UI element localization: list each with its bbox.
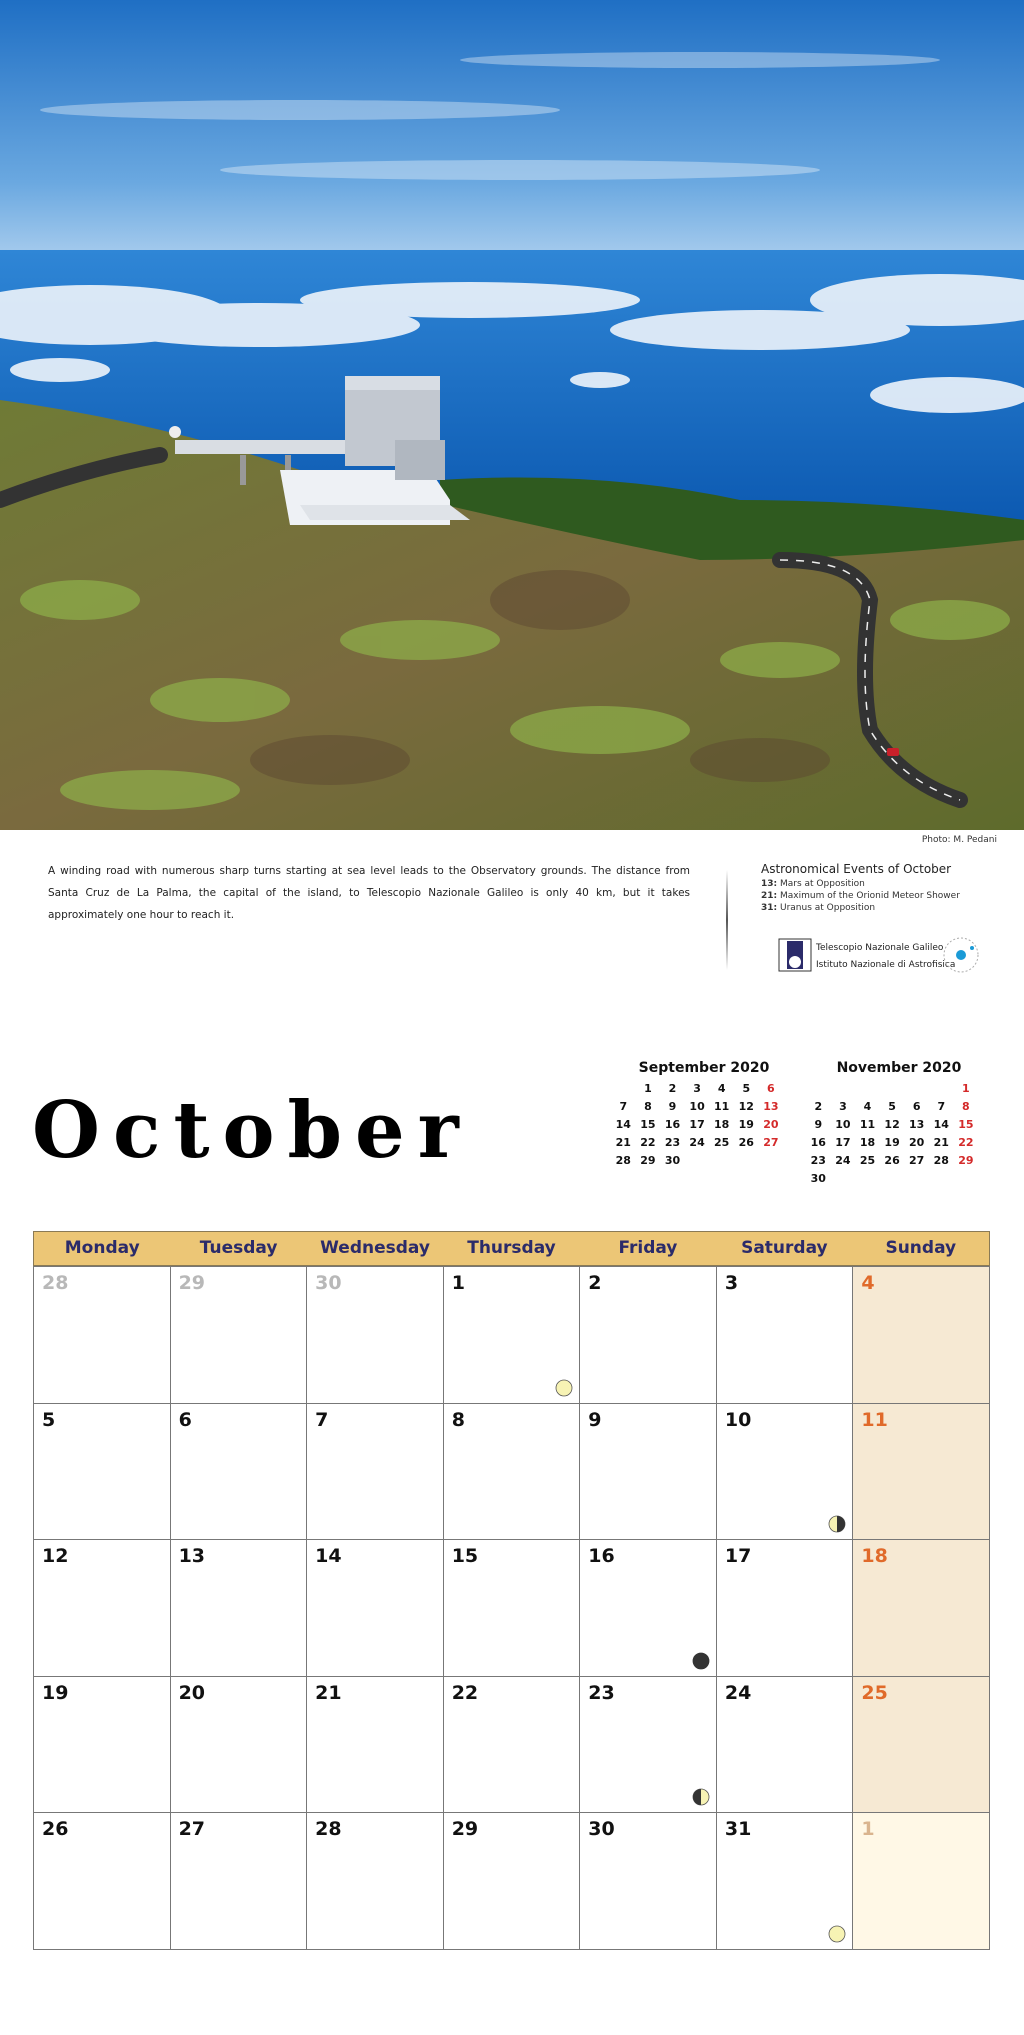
mini-day: 4 [717, 1082, 726, 1095]
mini-day: 7 [619, 1100, 628, 1113]
weekday-label: Saturday [741, 1238, 828, 1258]
day-cell [444, 1540, 581, 1677]
mini-day: 17 [689, 1118, 705, 1131]
day-cell [853, 1813, 990, 1950]
photo-caption: A winding road with numerous sharp turns starting at sea level leads to the Observatory grounds. The distance from Santa Cruz de La Palma, the capital of the island, to Telescopio Nazionale Galileo is only 40 km, but it takes approximately one hour to reach it. [48, 865, 690, 921]
day-number: 23 [588, 1681, 615, 1704]
month-title: October [32, 1085, 472, 1176]
weekday-label: Wednesday [320, 1238, 430, 1258]
day-cell [580, 1540, 717, 1677]
event-item: 13: Mars at Opposition [761, 879, 865, 889]
mini-day: 30 [664, 1154, 681, 1167]
mini-day: 5 [742, 1082, 751, 1095]
mini-day: 27 [763, 1136, 779, 1149]
mini-day: 14 [933, 1118, 949, 1131]
day-number: 31 [724, 1818, 752, 1841]
weekday-label: Thursday [467, 1238, 556, 1258]
day-cell [717, 1540, 854, 1677]
mini-day: 18 [859, 1136, 876, 1149]
mini-day: 15 [640, 1118, 656, 1131]
mini-day [831, 1170, 856, 1187]
day-number: 7 [315, 1408, 329, 1431]
day-number: 9 [588, 1408, 602, 1431]
day-cell [580, 1267, 717, 1404]
weekday-label: Tuesday [199, 1238, 278, 1258]
astronomical-events [761, 862, 1011, 914]
mini-day: 27 [909, 1154, 925, 1167]
day-number: 25 [861, 1681, 888, 1704]
mini-day: 14 [615, 1118, 631, 1131]
mini-day [880, 1080, 905, 1097]
day-number: 15 [451, 1545, 479, 1568]
mini-day [759, 1152, 784, 1169]
day-cell [307, 1540, 444, 1677]
mini-day: 9 [814, 1118, 823, 1131]
vertical-divider [726, 870, 728, 970]
mini-day: 7 [937, 1100, 946, 1113]
mini-day: 19 [884, 1136, 900, 1149]
mini-day: 22 [640, 1136, 656, 1149]
day-number: 29 [178, 1272, 206, 1294]
moon-full-icon [555, 1379, 573, 1397]
mini-day: 28 [615, 1154, 631, 1167]
mini-day: 4 [863, 1100, 872, 1113]
mini-calendar-next [806, 1060, 992, 1187]
day-number: 6 [178, 1408, 192, 1431]
mini-day [685, 1152, 710, 1169]
mini-day [611, 1080, 636, 1097]
mini-day [855, 1170, 880, 1187]
mini-calendar-title: September 2020 [638, 1060, 770, 1076]
day-cell [307, 1813, 444, 1950]
mini-day: 1 [644, 1082, 652, 1095]
day-number: 1 [451, 1272, 465, 1294]
photo-credit: Photo: M. Pedani [921, 835, 997, 845]
day-cell [853, 1677, 990, 1814]
mini-calendar-grid [806, 1080, 992, 1187]
mini-day [831, 1080, 856, 1097]
mini-day [709, 1152, 734, 1169]
day-cell [717, 1813, 854, 1950]
day-cell [444, 1267, 581, 1404]
month-calendar [33, 1231, 990, 1950]
mini-day: 11 [714, 1100, 730, 1113]
day-number: 3 [724, 1272, 739, 1294]
mini-day [929, 1170, 954, 1187]
weekday-label: Friday [618, 1238, 678, 1258]
day-cell [307, 1404, 444, 1541]
observatory-photo [0, 0, 1024, 830]
mini-calendar-title: November 2020 [836, 1060, 962, 1076]
day-number: 1 [861, 1818, 875, 1841]
mini-day: 6 [912, 1100, 921, 1113]
day-cell [580, 1677, 717, 1814]
day-cell [34, 1267, 171, 1404]
day-number: 22 [451, 1681, 479, 1704]
day-cell [853, 1540, 990, 1677]
day-cell [580, 1404, 717, 1541]
mini-day: 1 [962, 1082, 970, 1095]
day-cell [580, 1813, 717, 1950]
day-cell [171, 1267, 308, 1404]
day-cell [444, 1404, 581, 1541]
day-cell [171, 1677, 308, 1814]
logo-text: Telescopio Nazionale Galileo Istituto Nazionale di Astrofisica [816, 943, 956, 970]
mini-day: 11 [859, 1118, 876, 1131]
mini-day: 21 [933, 1136, 949, 1149]
tng-logo-icon [778, 938, 812, 972]
mini-day: 29 [640, 1154, 656, 1167]
events-title: Astronomical Events of October [761, 862, 952, 876]
mini-day [734, 1152, 759, 1169]
mini-day: 24 [835, 1154, 851, 1167]
day-cell [853, 1404, 990, 1541]
mini-day: 17 [835, 1136, 851, 1149]
weekday-label: Sunday [885, 1238, 957, 1258]
mini-day: 23 [664, 1136, 681, 1149]
mini-day [929, 1080, 954, 1097]
day-cell [717, 1677, 854, 1814]
day-number: 10 [724, 1408, 752, 1431]
day-cell [307, 1267, 444, 1404]
mini-calendar-previous [611, 1060, 797, 1169]
mini-day [904, 1170, 929, 1187]
day-cell [717, 1404, 854, 1541]
mini-day: 29 [958, 1154, 974, 1167]
mini-calendar-grid [611, 1080, 797, 1169]
day-number: 27 [178, 1818, 206, 1841]
mini-day: 28 [933, 1154, 949, 1167]
mini-day [855, 1080, 880, 1097]
mini-day: 10 [835, 1118, 851, 1131]
logo-block [778, 936, 1008, 976]
weekday-label: Monday [64, 1238, 140, 1258]
mini-day: 20 [763, 1118, 779, 1131]
mini-day: 5 [888, 1100, 896, 1113]
mini-day: 25 [859, 1154, 876, 1167]
day-cell [717, 1267, 854, 1404]
mini-day: 26 [738, 1136, 754, 1149]
day-number: 28 [315, 1818, 342, 1841]
mini-day: 3 [839, 1100, 847, 1113]
moon-new-icon [692, 1652, 710, 1670]
moon-last-quarter-icon [828, 1515, 846, 1533]
day-number: 24 [724, 1681, 752, 1704]
day-cell [444, 1677, 581, 1814]
day-number: 30 [315, 1272, 342, 1294]
day-number: 28 [42, 1272, 69, 1294]
mini-day: 23 [810, 1154, 826, 1167]
mini-day: 12 [738, 1100, 754, 1113]
mini-day: 2 [814, 1100, 823, 1113]
day-number: 2 [588, 1272, 602, 1294]
mini-day: 16 [810, 1136, 826, 1149]
mini-day: 6 [767, 1082, 775, 1095]
day-cell [34, 1813, 171, 1950]
day-number: 20 [178, 1681, 206, 1704]
day-number: 21 [315, 1681, 342, 1704]
day-number: 29 [451, 1818, 479, 1841]
mini-day: 13 [763, 1100, 779, 1113]
moon-first-quarter-icon [692, 1788, 710, 1806]
day-number: 8 [451, 1408, 465, 1431]
day-number: 12 [42, 1545, 69, 1568]
mini-day [954, 1170, 979, 1187]
event-item: 31: Uranus at Opposition [761, 903, 876, 913]
mini-day: 20 [909, 1136, 925, 1149]
day-cell [171, 1404, 308, 1541]
day-number: 11 [861, 1408, 888, 1431]
day-number: 4 [861, 1272, 875, 1294]
mini-day: 18 [714, 1118, 730, 1131]
mini-day: 15 [958, 1118, 974, 1131]
mini-day: 16 [664, 1118, 681, 1131]
mini-day: 13 [909, 1118, 925, 1131]
day-cell [34, 1677, 171, 1814]
inaf-logo-icon [942, 936, 980, 974]
mini-day: 9 [668, 1100, 677, 1113]
day-number: 13 [178, 1545, 206, 1568]
day-cell [171, 1813, 308, 1950]
day-number: 18 [861, 1545, 888, 1568]
event-item: 21: Maximum of the Orionid Meteor Shower [761, 891, 960, 901]
mini-day [880, 1170, 905, 1187]
mini-day: 8 [962, 1100, 970, 1113]
day-cell [34, 1540, 171, 1677]
mini-day: 2 [668, 1082, 677, 1095]
day-number: 19 [42, 1681, 69, 1704]
mini-day: 30 [810, 1172, 826, 1185]
mini-day: 21 [615, 1136, 631, 1149]
mini-day: 10 [689, 1100, 705, 1113]
day-cell [853, 1267, 990, 1404]
day-number: 26 [42, 1818, 69, 1841]
mini-day [806, 1080, 831, 1097]
day-cell [307, 1677, 444, 1814]
day-number: 30 [588, 1818, 615, 1841]
day-number: 16 [588, 1545, 615, 1568]
mini-day: 24 [689, 1136, 705, 1149]
day-number: 5 [42, 1408, 56, 1431]
calendar-grid [33, 1266, 990, 1950]
moon-full-icon [828, 1925, 846, 1943]
mini-day: 25 [714, 1136, 730, 1149]
mini-day: 8 [644, 1100, 652, 1113]
day-cell [444, 1813, 581, 1950]
mini-day [904, 1080, 929, 1097]
mini-day: 12 [884, 1118, 900, 1131]
mini-day: 19 [738, 1118, 754, 1131]
day-number: 17 [724, 1545, 752, 1568]
day-number: 14 [315, 1545, 342, 1568]
day-cell [34, 1404, 171, 1541]
mini-day: 22 [958, 1136, 974, 1149]
weekday-header [33, 1231, 990, 1266]
mini-day: 26 [884, 1154, 900, 1167]
mini-day: 3 [693, 1082, 701, 1095]
day-cell [171, 1540, 308, 1677]
